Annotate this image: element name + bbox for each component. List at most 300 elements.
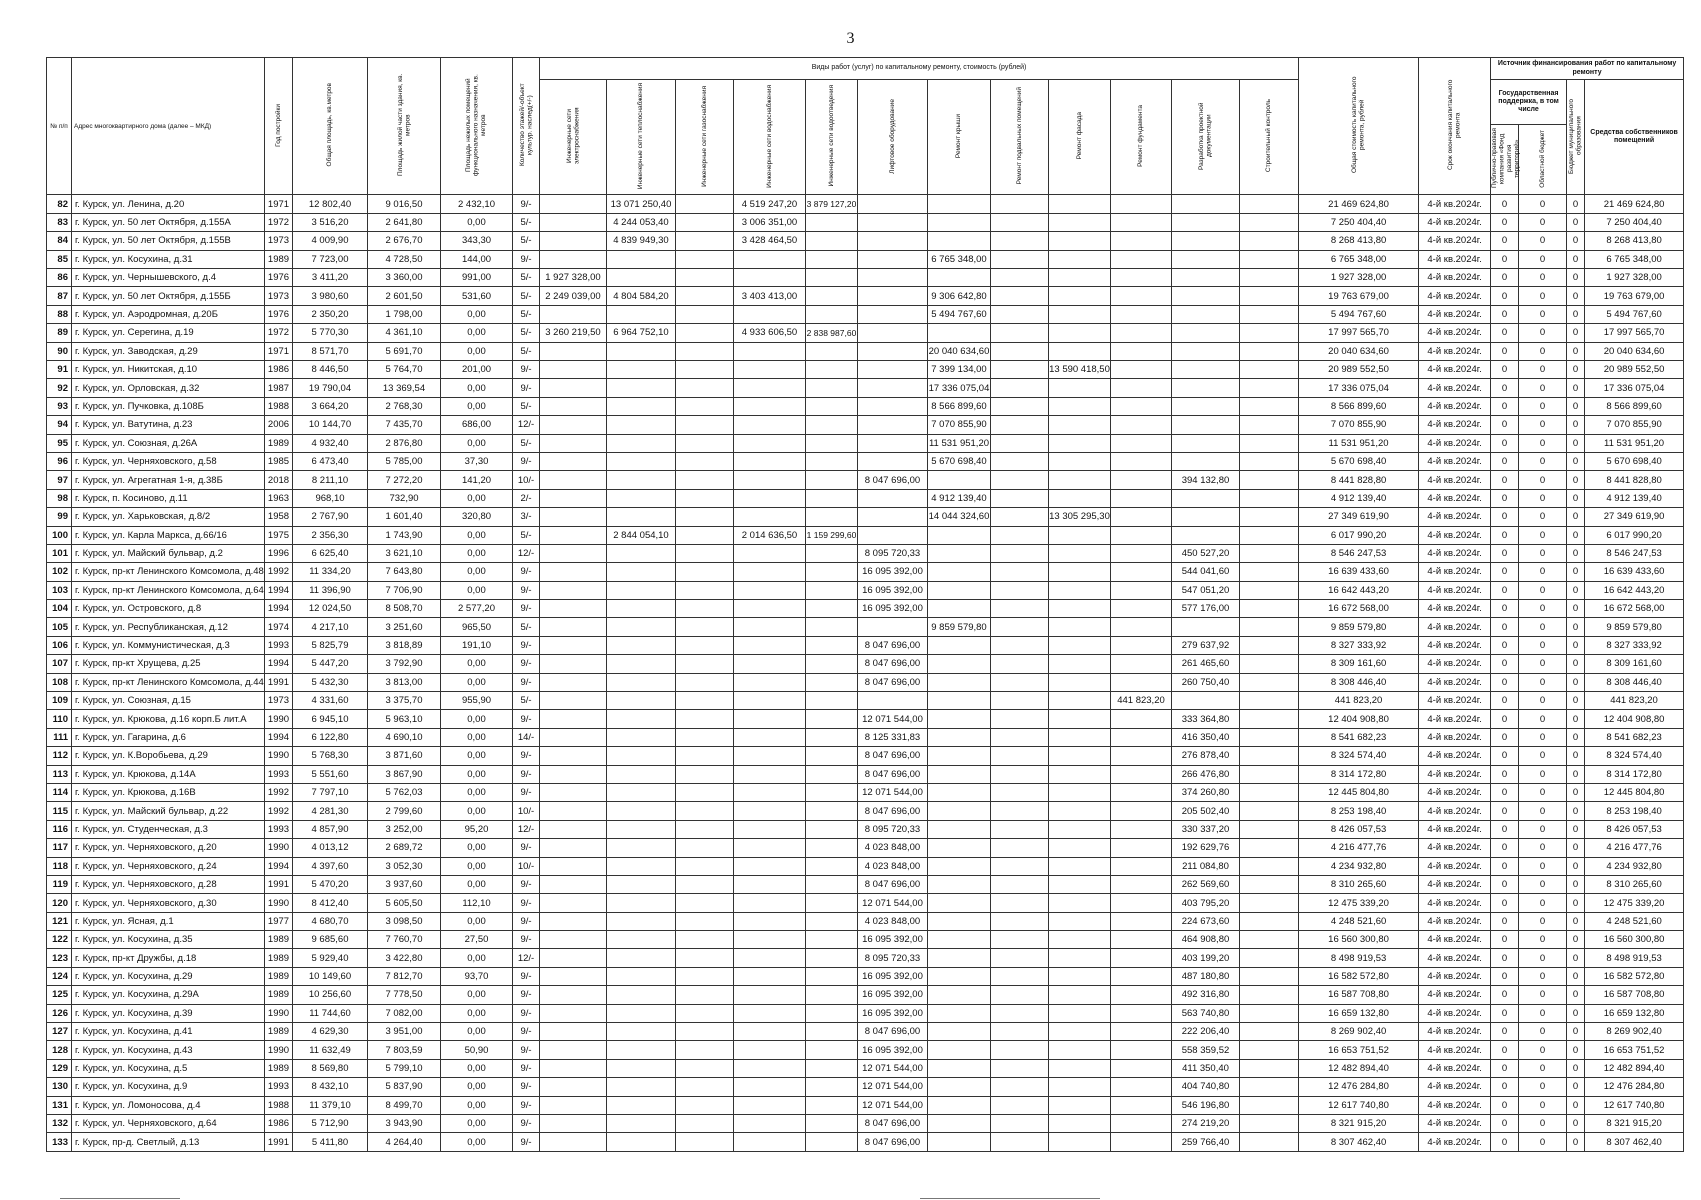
cell-work-drainage (806, 452, 858, 470)
cell-fund: 0 (1491, 489, 1519, 507)
cell-address: г. Курск, ул. Майский бульвар, д.22 (72, 802, 265, 820)
cell-municipal: 0 (1567, 544, 1585, 562)
cell-work-elevator: 8 047 696,00 (858, 747, 928, 765)
cell-work-electricity (540, 1078, 607, 1096)
cell-work-roof (928, 802, 991, 820)
cell-regional: 0 (1519, 728, 1567, 746)
cell-work-gas (676, 600, 734, 618)
header-gov-support: Государственная поддержка, в том числе (1491, 80, 1567, 125)
cell-work-gas (676, 508, 734, 526)
cell-work-water (734, 269, 806, 287)
cell-area-total: 12 802,40 (293, 195, 368, 213)
cell-work-basement (991, 692, 1049, 710)
cell-fund: 0 (1491, 1059, 1519, 1077)
table-row (47, 195, 1684, 213)
header-deadline (1419, 58, 1491, 195)
cell-work-facade: 13 305 295,30 (1049, 508, 1111, 526)
cell-work-water (734, 581, 806, 599)
cell-regional: 0 (1519, 287, 1567, 305)
cell-num: 114 (47, 783, 72, 801)
cell-work-project-docs: 261 465,60 (1172, 655, 1240, 673)
cell-work-electricity (540, 673, 607, 691)
cell-work-foundation (1111, 747, 1172, 765)
cell-year: 1993 (265, 820, 293, 838)
cell-work-foundation (1111, 600, 1172, 618)
cell-work-project-docs (1172, 324, 1240, 342)
cell-area-nonliving: 0,00 (441, 912, 513, 930)
cell-floors: 9/- (513, 1041, 540, 1059)
cell-address: г. Курск, ул. Республиканская, д.12 (72, 618, 265, 636)
cell-year: 1993 (265, 765, 293, 783)
cell-work-elevator: 12 071 544,00 (858, 710, 928, 728)
cell-work-elevator: 8 125 331,83 (858, 728, 928, 746)
cell-work-heat (607, 728, 676, 746)
cell-work-roof (928, 857, 991, 875)
cell-work-water (734, 342, 806, 360)
cell-address: г. Курск, ул. Коммунистическая, д.3 (72, 636, 265, 654)
cell-work-construction-control (1240, 379, 1299, 397)
table-row (47, 342, 1684, 360)
cell-fund: 0 (1491, 1023, 1519, 1041)
cell-work-heat (607, 1115, 676, 1133)
cell-deadline: 4-й кв.2024г. (1419, 765, 1491, 783)
cell-work-water: 4 933 606,50 (734, 324, 806, 342)
cell-work-construction-control (1240, 1133, 1299, 1151)
table-row (47, 820, 1684, 838)
cell-work-elevator: 16 095 392,00 (858, 600, 928, 618)
cell-work-gas (676, 287, 734, 305)
cell-area-nonliving: 0,00 (441, 655, 513, 673)
cell-work-roof: 17 336 075,04 (928, 379, 991, 397)
cell-total-cost: 4 216 477,76 (1299, 839, 1419, 857)
cell-regional: 0 (1519, 342, 1567, 360)
cell-area-living: 3 818,89 (368, 636, 441, 654)
cell-work-facade (1049, 250, 1111, 268)
cell-deadline: 4-й кв.2024г. (1419, 710, 1491, 728)
cell-work-water (734, 839, 806, 857)
table-row (47, 416, 1684, 434)
cell-work-gas (676, 783, 734, 801)
cell-work-elevator: 8 047 696,00 (858, 875, 928, 893)
cell-work-elevator (858, 250, 928, 268)
cell-fund: 0 (1491, 563, 1519, 581)
header-work-label: Инженерные сети водоснабжения (765, 84, 773, 188)
cell-work-drainage (806, 1023, 858, 1041)
cell-work-basement (991, 728, 1049, 746)
cell-work-water (734, 673, 806, 691)
cell-owners: 8 307 462,40 (1585, 1133, 1684, 1151)
cell-work-gas (676, 1115, 734, 1133)
cell-work-roof (928, 783, 991, 801)
cell-work-electricity (540, 839, 607, 857)
cell-floors: 9/- (513, 379, 540, 397)
cell-work-facade (1049, 802, 1111, 820)
cell-fund: 0 (1491, 783, 1519, 801)
cell-work-project-docs: 374 260,80 (1172, 783, 1240, 801)
cell-work-water (734, 1041, 806, 1059)
cell-municipal: 0 (1567, 434, 1585, 452)
cell-area-living: 732,90 (368, 489, 441, 507)
cell-fund: 0 (1491, 728, 1519, 746)
cell-address: г. Курск, пр-кт Ленинского Комсомола, д.44 (72, 673, 265, 691)
cell-regional: 0 (1519, 1115, 1567, 1133)
cell-work-heat (607, 692, 676, 710)
cell-address: г. Курск, ул. Косухина, д.29А (72, 986, 265, 1004)
cell-area-living: 3 951,00 (368, 1023, 441, 1041)
cell-num: 127 (47, 1023, 72, 1041)
cell-work-foundation (1111, 581, 1172, 599)
cell-work-foundation (1111, 287, 1172, 305)
cell-total-cost: 8 308 446,40 (1299, 673, 1419, 691)
cell-work-heat (607, 857, 676, 875)
cell-address: г. Курск, ул. Карла Маркса, д.66/16 (72, 526, 265, 544)
table-row (47, 581, 1684, 599)
cell-owners: 12 476 284,80 (1585, 1078, 1684, 1096)
header-area-nonliving-label: Площадь нежилых помещений функционального назначения, кв. метров (465, 74, 488, 176)
cell-total-cost: 8 324 574,40 (1299, 747, 1419, 765)
cell-work-gas (676, 1059, 734, 1077)
cell-area-total: 2 356,30 (293, 526, 368, 544)
cell-work-gas (676, 618, 734, 636)
cell-municipal: 0 (1567, 636, 1585, 654)
cell-municipal: 0 (1567, 967, 1585, 985)
cell-work-water (734, 305, 806, 323)
cell-area-living: 2 799,60 (368, 802, 441, 820)
cell-municipal: 0 (1567, 894, 1585, 912)
table-row (47, 544, 1684, 562)
cell-work-construction-control (1240, 673, 1299, 691)
cell-area-total: 8 412,40 (293, 894, 368, 912)
cell-owners: 8 314 172,80 (1585, 765, 1684, 783)
cell-total-cost: 6 765 348,00 (1299, 250, 1419, 268)
header-year-label: Год постройки (274, 103, 282, 147)
cell-area-living: 4 728,50 (368, 250, 441, 268)
cell-work-elevator (858, 213, 928, 231)
cell-total-cost: 4 248 521,60 (1299, 912, 1419, 930)
cell-num: 118 (47, 857, 72, 875)
cell-floors: 12/- (513, 544, 540, 562)
cell-work-roof (928, 213, 991, 231)
cell-area-nonliving: 0,00 (441, 324, 513, 342)
cell-year: 1986 (265, 360, 293, 378)
cell-total-cost: 441 823,20 (1299, 692, 1419, 710)
cell-work-construction-control (1240, 949, 1299, 967)
cell-work-roof (928, 728, 991, 746)
cell-work-roof (928, 1059, 991, 1077)
cell-work-roof: 8 566 899,60 (928, 397, 991, 415)
cell-area-living: 1 601,40 (368, 508, 441, 526)
cell-area-living: 3 422,80 (368, 949, 441, 967)
cell-year: 1991 (265, 1133, 293, 1151)
cell-work-construction-control (1240, 839, 1299, 857)
cell-work-heat (607, 1096, 676, 1114)
cell-num: 105 (47, 618, 72, 636)
cell-work-water (734, 397, 806, 415)
cell-work-heat (607, 434, 676, 452)
cell-area-living: 7 643,80 (368, 563, 441, 581)
cell-area-nonliving: 0,00 (441, 544, 513, 562)
cell-work-water (734, 434, 806, 452)
cell-work-elevator (858, 269, 928, 287)
cell-year: 1990 (265, 1041, 293, 1059)
header-floors-label: Количество этажей/-объект культур. наслед(+/-) (518, 83, 533, 167)
cell-total-cost: 12 476 284,80 (1299, 1078, 1419, 1096)
cell-work-facade (1049, 747, 1111, 765)
cell-work-construction-control (1240, 692, 1299, 710)
table-row (47, 875, 1684, 893)
cell-work-electricity (540, 1115, 607, 1133)
cell-work-construction-control (1240, 747, 1299, 765)
cell-owners: 4 248 521,60 (1585, 912, 1684, 930)
header-work-heat (607, 80, 676, 195)
header-municipal (1567, 80, 1585, 195)
cell-municipal: 0 (1567, 783, 1585, 801)
cell-area-nonliving: 27,50 (441, 931, 513, 949)
table-row (47, 783, 1684, 801)
cell-work-elevator: 16 095 392,00 (858, 563, 928, 581)
cell-work-project-docs: 266 476,80 (1172, 765, 1240, 783)
cell-work-drainage (806, 213, 858, 231)
cell-area-nonliving: 0,00 (441, 875, 513, 893)
cell-work-gas (676, 1023, 734, 1041)
cell-year: 1989 (265, 967, 293, 985)
cell-work-heat (607, 747, 676, 765)
cell-municipal: 0 (1567, 1004, 1585, 1022)
cell-area-nonliving: 2 577,20 (441, 600, 513, 618)
cell-work-water (734, 931, 806, 949)
cell-work-gas (676, 544, 734, 562)
cell-work-roof: 11 531 951,20 (928, 434, 991, 452)
cell-municipal: 0 (1567, 1023, 1585, 1041)
cell-area-nonliving: 965,50 (441, 618, 513, 636)
cell-work-roof (928, 839, 991, 857)
cell-work-basement (991, 305, 1049, 323)
cell-num: 89 (47, 324, 72, 342)
cell-work-foundation (1111, 489, 1172, 507)
cell-address: г. Курск, ул. Чернышевского, д.4 (72, 269, 265, 287)
cell-area-total: 3 664,20 (293, 397, 368, 415)
cell-regional: 0 (1519, 526, 1567, 544)
cell-fund: 0 (1491, 655, 1519, 673)
cell-work-heat (607, 875, 676, 893)
cell-area-nonliving: 343,30 (441, 232, 513, 250)
cell-work-electricity: 1 927 328,00 (540, 269, 607, 287)
cell-regional: 0 (1519, 600, 1567, 618)
cell-floors: 9/- (513, 986, 540, 1004)
cell-fund: 0 (1491, 305, 1519, 323)
cell-work-project-docs: 333 364,80 (1172, 710, 1240, 728)
table-row (47, 526, 1684, 544)
cell-num: 99 (47, 508, 72, 526)
cell-num: 91 (47, 360, 72, 378)
cell-area-total: 6 625,40 (293, 544, 368, 562)
cell-work-foundation (1111, 839, 1172, 857)
cell-work-facade (1049, 618, 1111, 636)
cell-work-facade (1049, 195, 1111, 213)
cell-num: 112 (47, 747, 72, 765)
cell-area-nonliving: 320,80 (441, 508, 513, 526)
cell-num: 129 (47, 1059, 72, 1077)
cell-work-construction-control (1240, 195, 1299, 213)
cell-work-construction-control (1240, 544, 1299, 562)
cell-work-basement (991, 1023, 1049, 1041)
cell-year: 1996 (265, 544, 293, 562)
cell-total-cost: 11 531 951,20 (1299, 434, 1419, 452)
cell-work-construction-control (1240, 1096, 1299, 1114)
cell-work-elevator: 12 071 544,00 (858, 1096, 928, 1114)
cell-deadline: 4-й кв.2024г. (1419, 655, 1491, 673)
header-work-project-docs (1172, 80, 1240, 195)
cell-work-gas (676, 471, 734, 489)
cell-work-gas (676, 1041, 734, 1059)
header-area-living-label: Площадь жилой части здания, кв. метров (396, 73, 411, 177)
cell-work-heat (607, 600, 676, 618)
cell-area-total: 2 767,90 (293, 508, 368, 526)
table-row (47, 1115, 1684, 1133)
cell-year: 2018 (265, 471, 293, 489)
cell-municipal: 0 (1567, 250, 1585, 268)
cell-work-basement (991, 912, 1049, 930)
cell-work-basement (991, 269, 1049, 287)
cell-work-water (734, 986, 806, 1004)
cell-area-living: 7 803,59 (368, 1041, 441, 1059)
cell-area-nonliving: 2 432,10 (441, 195, 513, 213)
cell-work-project-docs (1172, 397, 1240, 415)
cell-municipal: 0 (1567, 1115, 1585, 1133)
cell-num: 94 (47, 416, 72, 434)
cell-work-drainage (806, 1059, 858, 1077)
cell-area-total: 7 797,10 (293, 783, 368, 801)
cell-year: 1987 (265, 379, 293, 397)
cell-work-electricity (540, 213, 607, 231)
cell-area-total: 8 432,10 (293, 1078, 368, 1096)
cell-work-project-docs: 262 569,60 (1172, 875, 1240, 893)
cell-work-water (734, 857, 806, 875)
cell-floors: 10/- (513, 471, 540, 489)
header-area-living (368, 58, 441, 195)
cell-area-nonliving: 112,10 (441, 894, 513, 912)
cell-work-elevator: 12 071 544,00 (858, 894, 928, 912)
cell-work-water (734, 1096, 806, 1114)
cell-floors: 10/- (513, 802, 540, 820)
cell-work-facade (1049, 820, 1111, 838)
cell-work-drainage (806, 434, 858, 452)
cell-work-facade (1049, 949, 1111, 967)
header-work-label: Лифтовое оборудование (888, 98, 896, 174)
cell-deadline: 4-й кв.2024г. (1419, 1133, 1491, 1151)
cell-regional: 0 (1519, 397, 1567, 415)
cell-total-cost: 8 546 247,53 (1299, 544, 1419, 562)
header-cost (1299, 58, 1419, 195)
cell-area-living: 5 963,10 (368, 710, 441, 728)
cell-floors: 9/- (513, 673, 540, 691)
cell-num: 132 (47, 1115, 72, 1133)
cell-area-living: 5 762,03 (368, 783, 441, 801)
cell-regional: 0 (1519, 710, 1567, 728)
cell-address: г. Курск, ул. Ломоносова, д.4 (72, 1096, 265, 1114)
cell-work-water: 3 428 464,50 (734, 232, 806, 250)
cell-work-drainage (806, 1096, 858, 1114)
header-work-label: Строительный контроль (1265, 99, 1273, 173)
cell-municipal: 0 (1567, 305, 1585, 323)
cell-floors: 9/- (513, 894, 540, 912)
cell-work-heat: 13 071 250,40 (607, 195, 676, 213)
cell-work-foundation (1111, 1023, 1172, 1041)
cell-work-basement (991, 820, 1049, 838)
cell-address: г. Курск, ул. Косухина, д.5 (72, 1059, 265, 1077)
cell-work-roof (928, 232, 991, 250)
table-row (47, 931, 1684, 949)
cell-regional: 0 (1519, 655, 1567, 673)
cell-year: 1993 (265, 1078, 293, 1096)
cell-work-basement (991, 857, 1049, 875)
cell-num: 108 (47, 673, 72, 691)
cell-work-electricity (540, 452, 607, 470)
cell-address: г. Курск, ул. Союзная, д.26А (72, 434, 265, 452)
cell-work-electricity (540, 728, 607, 746)
cell-work-electricity (540, 397, 607, 415)
cell-floors: 9/- (513, 710, 540, 728)
cell-regional: 0 (1519, 1078, 1567, 1096)
cell-floors: 5/- (513, 434, 540, 452)
cell-deadline: 4-й кв.2024г. (1419, 471, 1491, 489)
cell-fund: 0 (1491, 452, 1519, 470)
header-work-electricity (540, 80, 607, 195)
cell-address: г. Курск, ул. К.Воробьева, д.29 (72, 747, 265, 765)
cell-fund: 0 (1491, 250, 1519, 268)
cell-fund: 0 (1491, 287, 1519, 305)
cell-regional: 0 (1519, 747, 1567, 765)
cell-area-living: 7 435,70 (368, 416, 441, 434)
cell-work-foundation (1111, 250, 1172, 268)
cell-work-electricity (540, 986, 607, 1004)
cell-address: г. Курск, ул. Гагарина, д.6 (72, 728, 265, 746)
cell-owners: 9 859 579,80 (1585, 618, 1684, 636)
cell-num: 87 (47, 287, 72, 305)
cell-work-foundation (1111, 875, 1172, 893)
cell-work-basement (991, 544, 1049, 562)
cell-work-heat (607, 1133, 676, 1151)
cell-work-facade (1049, 287, 1111, 305)
cell-fund: 0 (1491, 857, 1519, 875)
cell-work-basement (991, 1078, 1049, 1096)
cell-work-gas (676, 305, 734, 323)
cell-work-gas (676, 342, 734, 360)
cell-area-living: 8 499,70 (368, 1096, 441, 1114)
cell-work-roof (928, 655, 991, 673)
cell-work-construction-control (1240, 655, 1299, 673)
cell-work-electricity (540, 563, 607, 581)
cell-work-project-docs: 411 350,40 (1172, 1059, 1240, 1077)
cell-year: 1989 (265, 1059, 293, 1077)
cell-work-drainage (806, 489, 858, 507)
cell-work-heat (607, 618, 676, 636)
cell-area-living: 5 785,00 (368, 452, 441, 470)
cell-area-total: 5 411,80 (293, 1133, 368, 1151)
cell-address: г. Курск, ул. Крюкова, д.14А (72, 765, 265, 783)
cell-floors: 5/- (513, 692, 540, 710)
cell-regional: 0 (1519, 434, 1567, 452)
cell-work-gas (676, 636, 734, 654)
cell-work-drainage (806, 250, 858, 268)
cell-year: 1991 (265, 875, 293, 893)
cell-owners: 16 560 300,80 (1585, 931, 1684, 949)
cell-regional: 0 (1519, 379, 1567, 397)
cell-municipal: 0 (1567, 931, 1585, 949)
cell-work-facade (1049, 544, 1111, 562)
cell-work-gas (676, 747, 734, 765)
cell-municipal: 0 (1567, 875, 1585, 893)
